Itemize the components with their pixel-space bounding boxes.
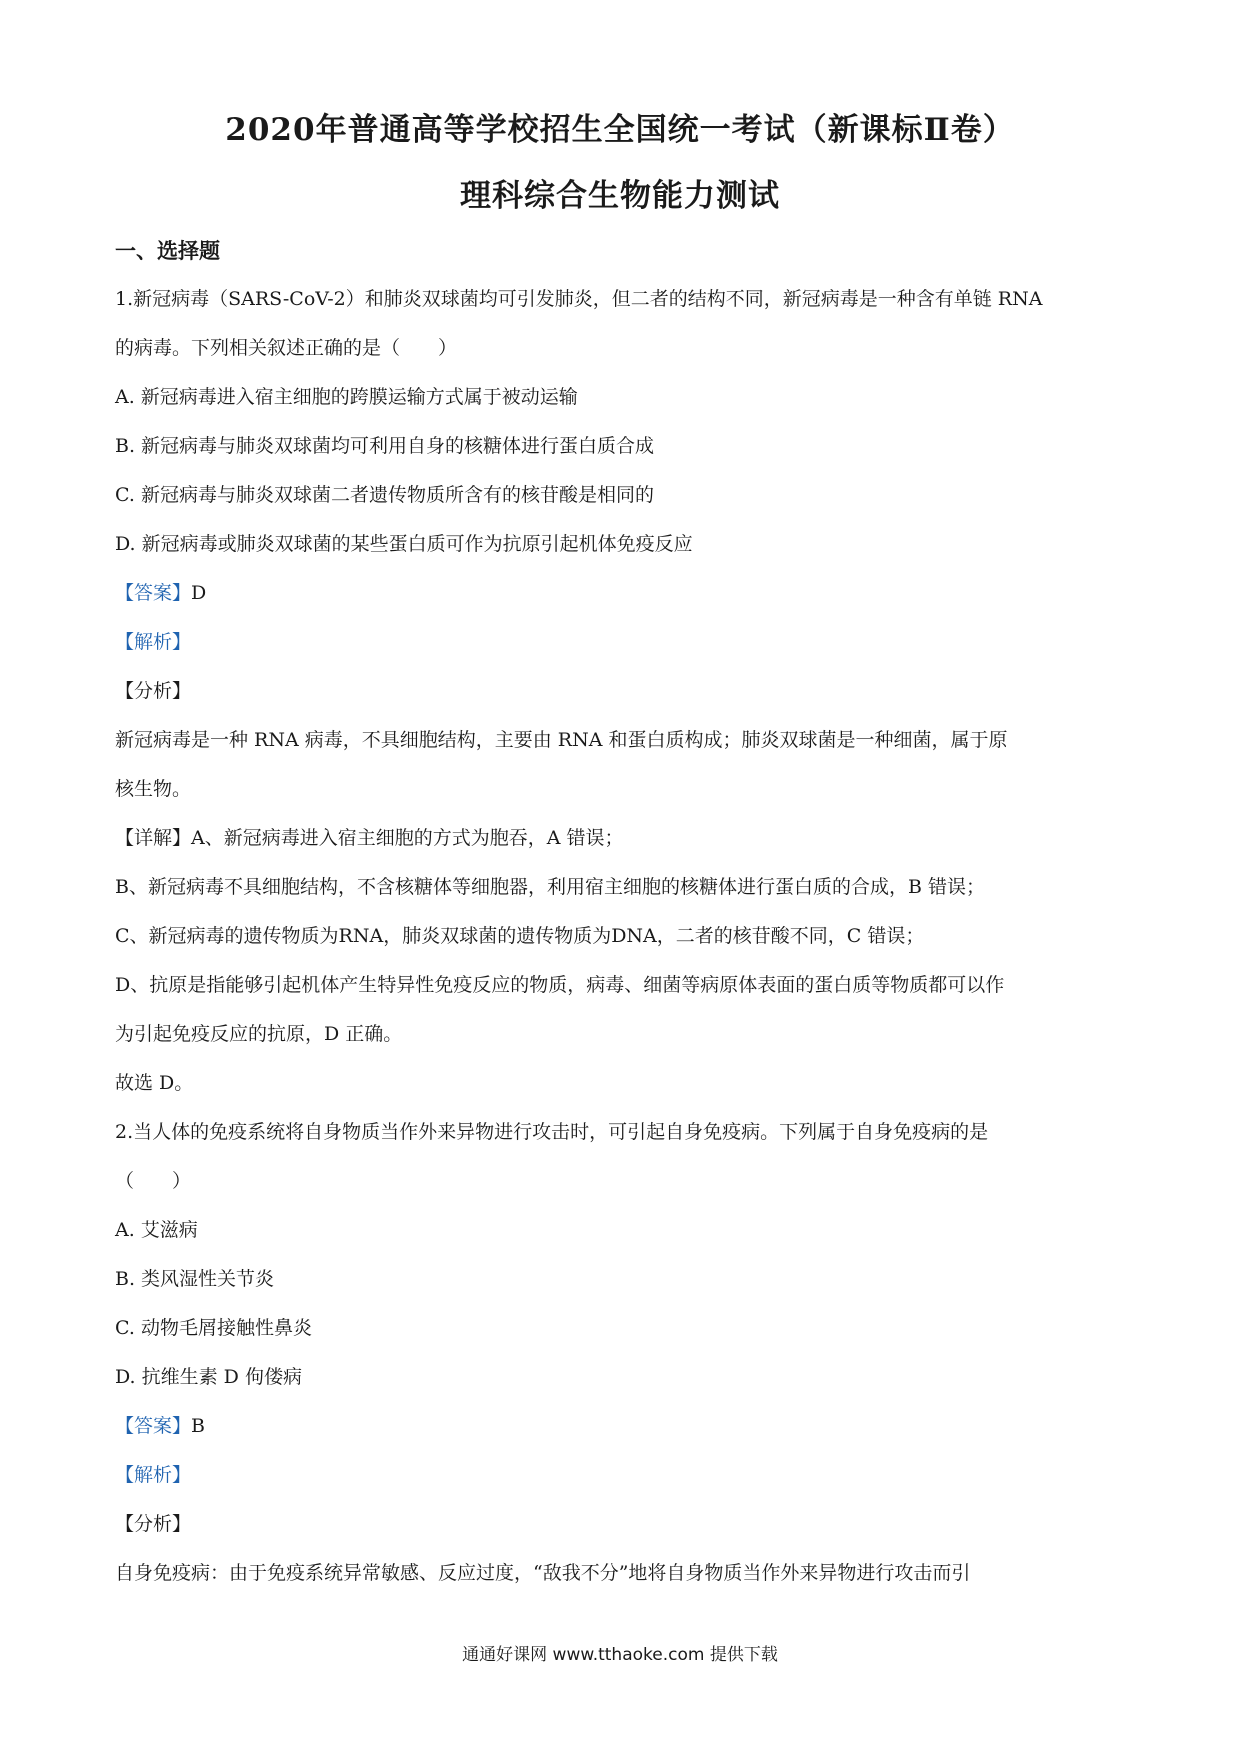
q1-option-c: C. 新冠病毒与肺炎双球菌二者遗传物质所含有的核苷酸是相同的 xyxy=(115,484,654,506)
q1-stem-line2: 的病毒。下列相关叙述正确的是（ ） xyxy=(115,337,458,359)
q2-option-b: B. 类风湿性关节炎 xyxy=(115,1268,275,1290)
q2-analysis-line1: 自身免疫病：由于免疫系统异常敏感、反应过度，“敌我不分”地将自身物质当作外来异物进行攻击而引 xyxy=(115,1562,971,1584)
answer-value: B xyxy=(191,1415,205,1437)
q1-option-a: A. 新冠病毒进入宿主细胞的跨膜运输方式属于被动运输 xyxy=(115,386,578,408)
answer-value: D xyxy=(191,582,207,604)
q2-answer xyxy=(115,1412,1135,1440)
answer-tag: 【答案】 xyxy=(115,582,192,604)
q1-option-d: D. 新冠病毒或肺炎双球菌的某些蛋白质可作为抗原引起机体免疫反应 xyxy=(115,533,693,555)
q2-stem-line2: （ ） xyxy=(115,1170,192,1192)
q1-conclusion: 故选 D。 xyxy=(115,1072,194,1094)
q2-option-a: A. 艾滋病 xyxy=(115,1219,198,1241)
q1-detail-c: C、新冠病毒的遗传物质为RNA，肺炎双球菌的遗传物质为DNA，二者的核苷酸不同，C 错误； xyxy=(115,925,925,947)
section-heading: 一、选择题 xyxy=(115,238,220,263)
exam-title: 2020年普通高等学校招生全国统一考试（新课标Ⅱ卷） xyxy=(225,112,1015,148)
q1-detail-d-line1: D、抗原是指能够引起机体产生特异性免疫反应的物质，病毒、细菌等病原体表面的蛋白质等物质都可以作 xyxy=(115,974,1005,996)
q2-jiexi-tag: 【解析】 xyxy=(115,1464,192,1486)
q2-option-c: C. 动物毛屑接触性鼻炎 xyxy=(115,1317,312,1339)
q1-jiexi-tag: 【解析】 xyxy=(115,631,192,653)
q1-analysis-line1: 新冠病毒是一种 RNA 病毒，不具细胞结构，主要由 RNA 和蛋白质构成；肺炎双球菌是一种细菌，属于原 xyxy=(115,729,1008,751)
q1-analysis-line2: 核生物。 xyxy=(115,778,192,800)
q1-fenxi-tag: 【分析】 xyxy=(115,680,192,702)
q1-detail-a xyxy=(115,824,1135,852)
answer-tag: 【答案】 xyxy=(115,1415,192,1437)
footer-source: 通通好课网 www.tthaoke.com 提供下载 xyxy=(462,1645,778,1665)
q2-option-d: D. 抗维生素 D 佝偻病 xyxy=(115,1366,302,1388)
q1-option-b: B. 新冠病毒与肺炎双球菌均可利用自身的核糖体进行蛋白质合成 xyxy=(115,435,655,457)
q1-answer xyxy=(115,579,1135,607)
exam-subtitle: 理科综合生物能力测试 xyxy=(460,178,780,214)
q1-stem-line1: 1.新冠病毒（SARS-CoV-2）和肺炎双球菌均可引发肺炎，但二者的结构不同，新冠病毒是一种含有单链 RNA xyxy=(115,288,1043,310)
q2-stem-line1: 2.当人体的免疫系统将自身物质当作外来异物进行攻击时，可引起自身免疫病。下列属于自身免疫病的是 xyxy=(115,1121,989,1143)
q2-fenxi-tag: 【分析】 xyxy=(115,1513,192,1535)
q1-detail-d-line2: 为引起免疫反应的抗原，D 正确。 xyxy=(115,1023,403,1045)
detail-tag: 【详解】 xyxy=(115,827,192,849)
q1-detail-b: B、新冠病毒不具细胞结构，不含核糖体等细胞器，利用宿主细胞的核糖体进行蛋白质的合成，B 错误； xyxy=(115,876,985,898)
detail-a-text: A、新冠病毒进入宿主细胞的方式为胞吞，A 错误； xyxy=(191,827,624,849)
